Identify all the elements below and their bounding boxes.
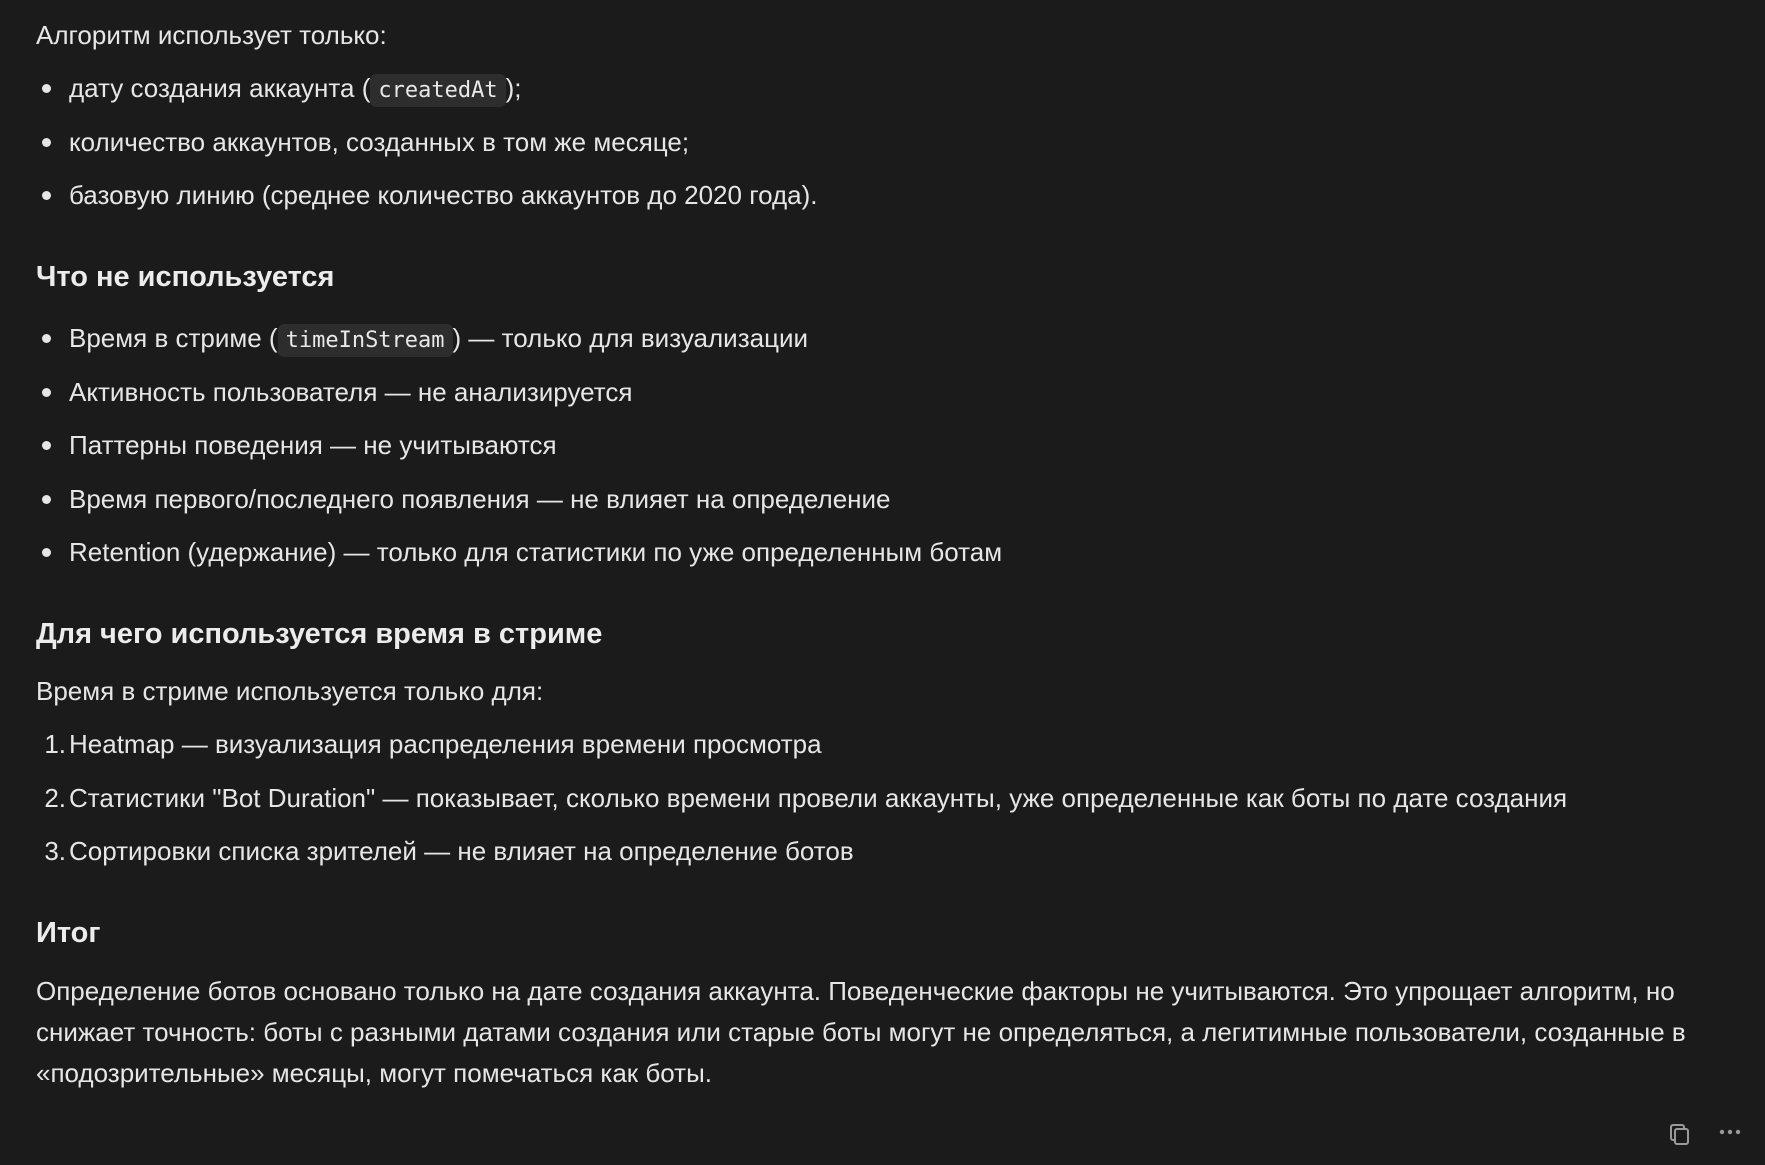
inline-code: createdAt [370,74,505,107]
ordered-item-text: Heatmap — визуализация распределения времени просмотра [69,729,822,759]
ordered-item [44,831,854,871]
section-heading: Для чего используется время в стриме [36,618,603,650]
list-item: Паттерны поведения — не учитываются [69,425,557,465]
list-item-text: ) — только для визуализации [452,323,809,353]
section-lead: Время в стриме используется только для: [36,676,544,706]
list-item [69,318,808,361]
list-item [69,68,521,111]
ordered-item-text: Статистики "Bot Duration" — показывает, сколько времени провели аккаунты, уже определенные как боты по дате создания [69,783,1568,813]
list-item: Время первого/последнего появления — не влияет на определение [69,479,891,519]
ordered-item-number: 3. [44,836,66,866]
section-heading: Что не используется [36,261,335,293]
copy-icon [1657,1110,1701,1154]
ordered-item [44,778,1568,818]
inline-code: timeInStream [278,324,453,357]
list-item: Retention (удержание) — только для статистики по уже определенным ботам [69,532,1002,572]
list-item-text: Время в стриме ( [69,323,278,353]
ordered-item-number: 2. [44,783,66,813]
ordered-item-text: Сортировки списка зрителей — не влияет на определение ботов [69,836,854,866]
summary-paragraph: Определение ботов основано только на дате создания аккаунта. Поведенческие факторы не учитываются. Это упрощает алгоритм, но снижает точность: боты с разными датами создания или старые боты могут не определяться, а легитимные пользователи, созданные в «подозрительные» месяцы, могут помечаться как боты. [36,976,1686,1088]
more-options-button[interactable] [1708,1110,1752,1154]
more-icon [1708,1110,1752,1154]
list-item-text: ); [505,73,522,103]
ordered-item-number: 1. [44,729,66,759]
list-item-text: дату создания аккаунта ( [69,73,371,103]
message-actions [1565,1110,1765,1154]
section-heading: Итог [36,917,101,949]
ordered-item [44,724,822,764]
intro-text: Алгоритм использует только: [36,20,387,50]
copy-button[interactable] [1657,1110,1701,1154]
list-item: базовую линию (среднее количество аккаунтов до 2020 года). [69,175,818,215]
list-item: Активность пользователя — не анализируется [69,372,632,412]
list-item: количество аккаунтов, созданных в том же месяце; [69,122,689,162]
